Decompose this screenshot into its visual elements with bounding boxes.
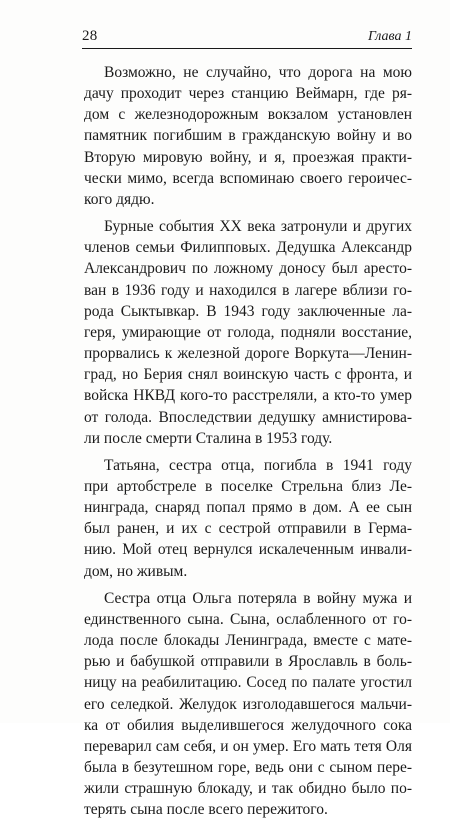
text-line: геря, умирающие от голода, подняли восстание,	[84, 323, 412, 341]
body-text	[84, 62, 412, 826]
chapter-label: Глава 1	[368, 29, 412, 44]
text-line: дом, но живым.	[84, 562, 188, 580]
text-line: ван в 1936 году и находился в лагере вблизи го-	[84, 281, 412, 299]
text-line: при артобстреле в поселке Стрельна близ Ле-	[84, 477, 412, 495]
text-line: Сестра отца Ольга потеряла в войну мужа и	[104, 589, 412, 607]
text-line: нию. Мой отец вернулся искалеченным инвали-	[84, 541, 412, 559]
text-line: град, но Берия снял воинскую часть с фронта, и	[84, 366, 412, 384]
text-line: от голода. Впоследствии дедушку амнистирова-	[84, 408, 412, 426]
text-line: ли после смерти Сталина в 1953 году.	[84, 429, 333, 447]
text-line: Возможно, не случайно, что дорога на мою	[104, 64, 412, 81]
text-line: прорвались к железной дороге Воркута—Ленин-	[84, 345, 412, 363]
text-line: памятник погибшим в гражданскую войну и во	[84, 127, 412, 145]
text-line: рью и бабушкой отправили в Ярославль в боль-	[84, 653, 412, 671]
text-line: терять сына после всего пережитого.	[84, 801, 328, 819]
text-line: членов семьи Филипповых. Дедушка Александр	[84, 239, 412, 257]
paragraph	[84, 455, 412, 582]
text-line: чески мимо, всегда вспоминаю своего героичес-	[84, 169, 412, 187]
text-line: Вторую мировую войну, и я, проезжая практи-	[84, 148, 412, 166]
text-line: нинграда, снаряд попал прямо в дом. А ее сын	[84, 499, 412, 517]
text-line: кого дядю.	[84, 190, 155, 208]
paragraph	[84, 62, 412, 210]
text-line: лода после блокады Ленинграда, вместе с мате-	[84, 632, 412, 650]
text-line: Татьяна, сестра отца, погибла в 1941 году	[104, 456, 412, 474]
text-line: единственного сына. Сына, ослабленного от го-	[84, 610, 412, 628]
text-line: дом с железнодорожным вокзалом установлен	[84, 106, 412, 124]
text-line: его селедкой. Желудок изголодавшегося мальчи-	[84, 695, 412, 713]
text-line: ка от обилия выделившегося желудочного сока	[84, 716, 412, 734]
running-header	[82, 28, 412, 48]
header-rule	[82, 48, 412, 49]
text-line: Александрович по ложному доносу был аресто-	[84, 260, 412, 278]
text-line: был ранен, и их с сестрой отправили в Герма-	[84, 520, 412, 538]
paragraph	[84, 588, 412, 821]
text-line: была в безутешном горе, ведь они с сыном пере-	[84, 759, 412, 776]
text-line: дачу проходит через станцию Веймарн, где ря-	[84, 85, 412, 103]
text-line: Бурные события XX века затронули и других	[104, 218, 412, 236]
page-number: 28	[82, 28, 98, 44]
text-line: жили страшную блокаду, и так обидно было по-	[84, 780, 412, 798]
text-line: рода Сыктывкар. В 1943 году заключенные ла-	[84, 302, 412, 320]
paragraph	[84, 216, 412, 449]
text-line: ницу на реабилитацию. Сосед по палате угостил	[84, 674, 412, 692]
text-line: переварил сам себя, и он умер. Его мать тетя Оля	[84, 737, 412, 755]
text-line: войска НКВД кого-то расстреляли, а кто-то умер	[84, 387, 412, 405]
